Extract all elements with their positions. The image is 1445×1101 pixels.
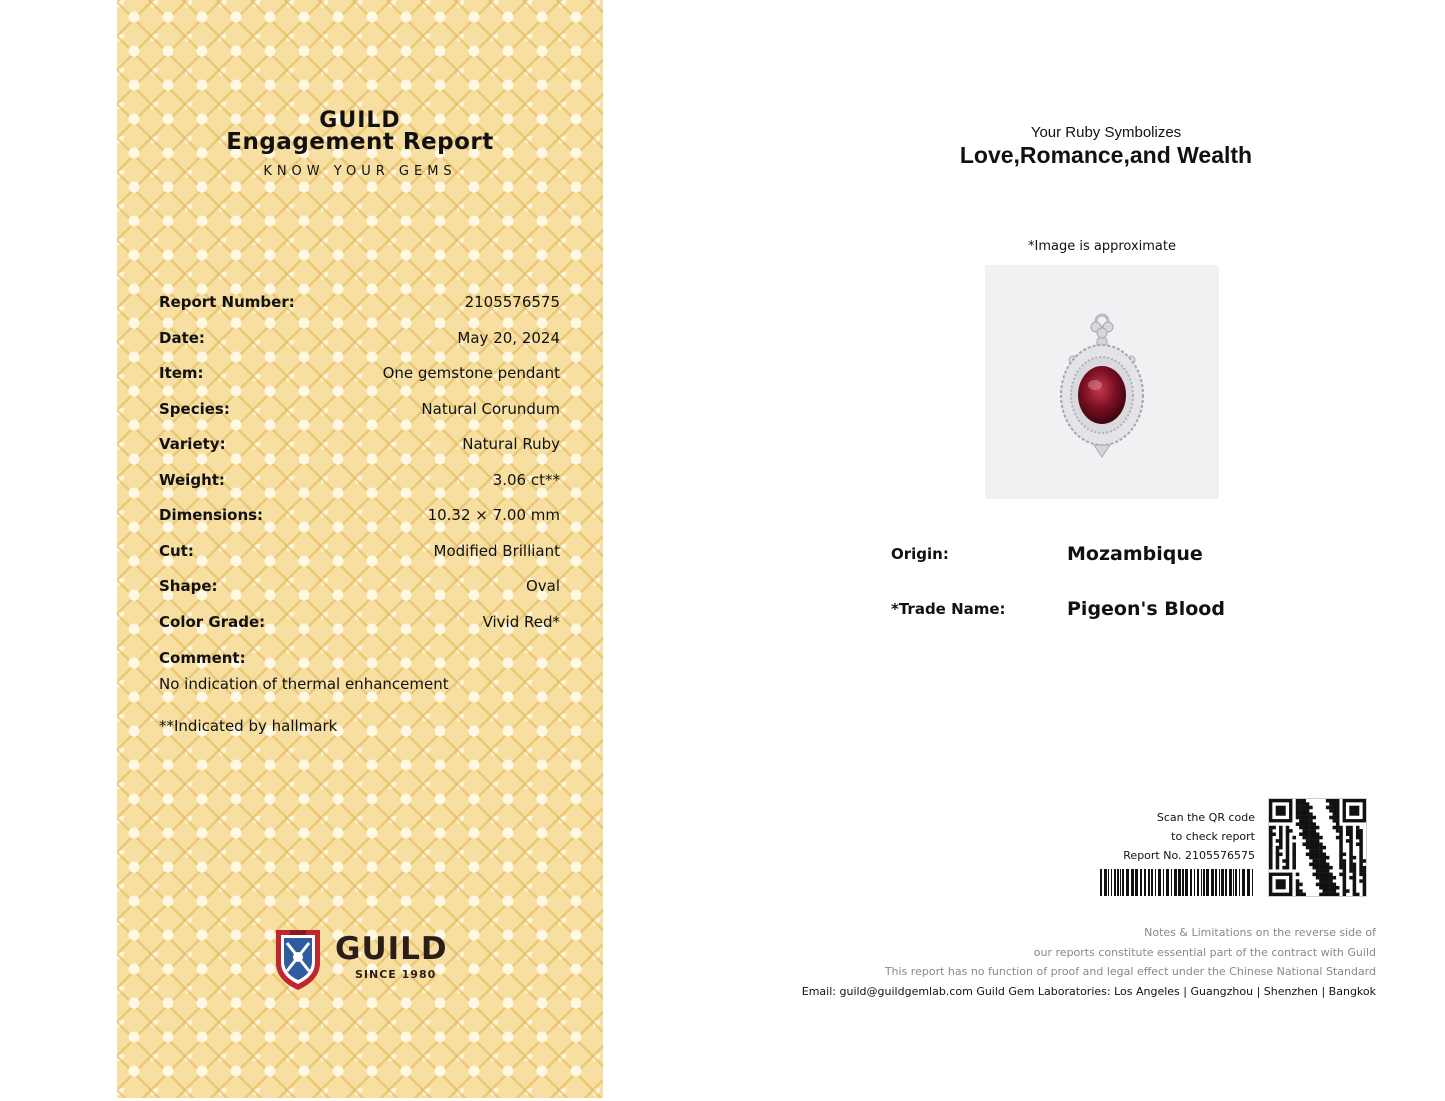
field-value: Vivid Red* <box>482 612 560 631</box>
field-label: Dimensions: <box>159 506 264 524</box>
field-value: May 20, 2024 <box>457 328 560 347</box>
report-title: Engagement Report <box>226 129 494 155</box>
field-value: 2105576575 <box>464 293 560 311</box>
origin-value: Mozambique <box>1067 543 1203 565</box>
logo-text: GUILD <box>335 931 448 967</box>
report-brand: GUILD <box>319 108 401 133</box>
field-label: Shape: <box>159 577 218 595</box>
qr-report-number: Report No. 2105576575 <box>1123 849 1255 862</box>
field-dimensions <box>159 506 560 542</box>
field-label: Weight: <box>159 470 225 489</box>
field-value: 3.06 ct** <box>492 470 560 489</box>
report-tagline: KNOW YOUR GEMS <box>263 164 457 179</box>
contact-line: Email: guild@guildgemlab.com Guild Gem Laboratories: Los Angeles | Guangzhou | Shenzhen | Bangkok <box>801 985 1376 998</box>
guild-logo <box>273 927 453 991</box>
field-report-number <box>159 293 560 329</box>
field-date <box>159 329 560 365</box>
symbolizes-heading: Your Ruby Symbolizes <box>1030 124 1182 141</box>
comment-value: No indication of thermal enhancement <box>159 675 449 693</box>
pendant-photo <box>985 265 1219 499</box>
symbolizes-meaning: Love,Romance,and Wealth <box>959 142 1253 168</box>
field-value: Modified Brilliant <box>433 541 560 560</box>
origin-label: Origin: <box>891 545 949 563</box>
field-species <box>159 400 560 436</box>
qr-code[interactable] <box>1268 798 1367 897</box>
field-color-grade <box>159 613 560 649</box>
barcode-icon <box>1100 869 1256 896</box>
notes-line-2: our reports constitute essential part of the contract with Guild <box>1033 946 1376 959</box>
field-label: Item: <box>159 364 204 382</box>
qr-code-icon <box>1269 799 1366 896</box>
notes-line-3: This report has no function of proof and legal effect under the Chinese National Standard <box>884 965 1376 978</box>
field-label: Species: <box>159 399 230 418</box>
field-shape <box>159 577 560 613</box>
field-label: Report Number: <box>159 293 295 311</box>
field-cut <box>159 542 560 578</box>
qr-instruction-2: to check report <box>1171 830 1255 843</box>
field-value: 10.32 × 7.00 mm <box>427 506 560 524</box>
field-label: Color Grade: <box>159 612 266 631</box>
ruby-pendant-icon <box>985 265 1219 499</box>
image-note: *Image is approximate <box>1028 239 1176 254</box>
comment-label: Comment: <box>159 649 246 667</box>
field-label: Date: <box>159 328 205 347</box>
crest-icon <box>273 927 323 991</box>
field-label: Variety: <box>159 435 226 453</box>
report-card <box>117 0 603 1098</box>
hallmark-footnote: **Indicated by hallmark <box>159 717 338 735</box>
logo-since: SINCE 1980 <box>355 968 437 981</box>
report-fields <box>159 293 560 648</box>
field-value: One gemstone pendant <box>382 364 560 382</box>
field-variety <box>159 435 560 471</box>
trade-name-label: *Trade Name: <box>891 600 1006 618</box>
field-value: Natural Ruby <box>462 435 560 453</box>
notes-line-1: Notes & Limitations on the reverse side of <box>1144 926 1376 939</box>
trade-name-value: Pigeon's Blood <box>1067 598 1225 620</box>
field-label: Cut: <box>159 541 194 560</box>
field-weight <box>159 471 560 507</box>
field-value: Natural Corundum <box>421 399 560 418</box>
qr-instruction-1: Scan the QR code <box>1156 811 1255 824</box>
field-item <box>159 364 560 400</box>
field-value: Oval <box>525 577 560 595</box>
